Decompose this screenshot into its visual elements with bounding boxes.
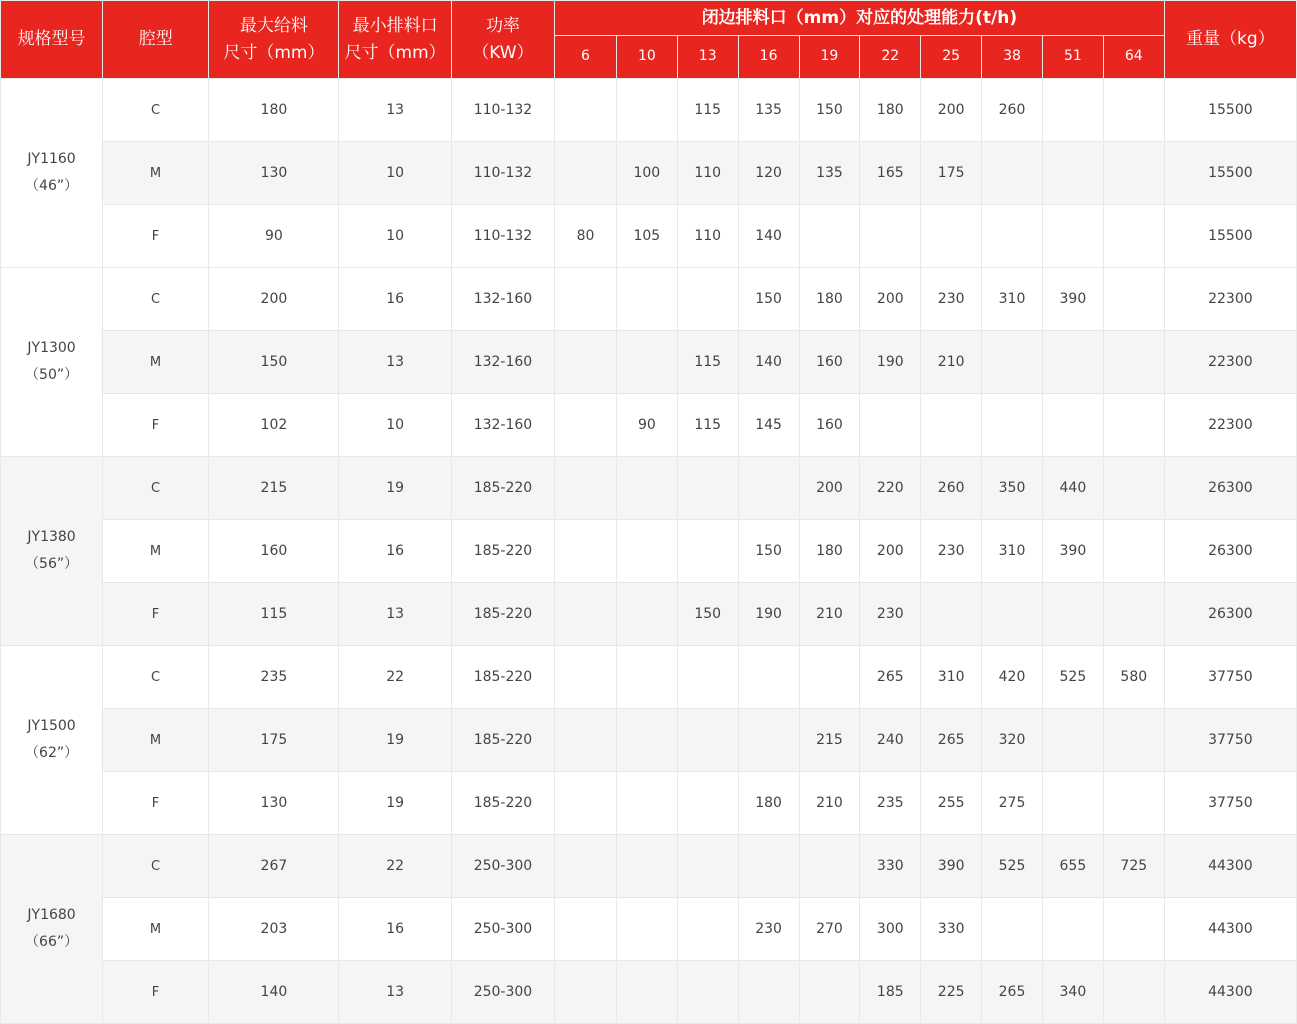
max-feed-cell: 150 — [209, 331, 339, 394]
capacity-cell-16 — [738, 646, 799, 709]
capacity-cell-10: 90 — [616, 394, 677, 457]
capacity-cell-38: 265 — [982, 961, 1043, 1024]
capacity-cell-19 — [799, 835, 860, 898]
capacity-cell-51 — [1042, 331, 1103, 394]
capacity-cell-13: 110 — [677, 205, 738, 268]
min-discharge-cell: 10 — [339, 205, 451, 268]
capacity-cell-6 — [555, 79, 617, 142]
capacity-cell-38 — [982, 331, 1043, 394]
capacity-cell-22 — [860, 205, 921, 268]
capacity-cell-64 — [1103, 457, 1164, 520]
capacity-cell-64 — [1103, 142, 1164, 205]
weight-cell: 22300 — [1164, 331, 1296, 394]
capacity-cell-25: 330 — [921, 898, 982, 961]
cavity-cell: F — [103, 772, 209, 835]
max-feed-cell: 215 — [209, 457, 339, 520]
capacity-cell-6 — [555, 268, 617, 331]
capacity-cell-19: 200 — [799, 457, 860, 520]
capacity-cell-16: 120 — [738, 142, 799, 205]
header-capacity-col-6: 6 — [555, 36, 617, 79]
capacity-cell-64 — [1103, 394, 1164, 457]
header-max-feed-line1: 最大给料 — [239, 16, 308, 37]
capacity-cell-16: 135 — [738, 79, 799, 142]
weight-cell: 44300 — [1164, 961, 1296, 1024]
power-cell: 132-160 — [451, 394, 554, 457]
capacity-cell-13 — [677, 457, 738, 520]
header-max-feed-line2: 尺寸（mm） — [223, 42, 325, 63]
capacity-cell-64: 725 — [1103, 835, 1164, 898]
min-discharge-cell: 10 — [339, 394, 451, 457]
capacity-cell-16 — [738, 709, 799, 772]
capacity-cell-25: 175 — [921, 142, 982, 205]
capacity-cell-16 — [738, 961, 799, 1024]
capacity-cell-6 — [555, 709, 617, 772]
capacity-cell-64 — [1103, 520, 1164, 583]
capacity-cell-16: 190 — [738, 583, 799, 646]
table-row — [1, 394, 1297, 457]
capacity-cell-10 — [616, 961, 677, 1024]
power-cell: 185-220 — [451, 520, 554, 583]
header-power-line2: （KW） — [472, 42, 534, 63]
capacity-cell-13 — [677, 772, 738, 835]
capacity-cell-10 — [616, 79, 677, 142]
capacity-cell-25: 210 — [921, 331, 982, 394]
min-discharge-cell: 19 — [339, 457, 451, 520]
capacity-cell-22: 190 — [860, 331, 921, 394]
capacity-cell-13 — [677, 709, 738, 772]
capacity-cell-13 — [677, 835, 738, 898]
capacity-cell-13: 150 — [677, 583, 738, 646]
table-row — [1, 772, 1297, 835]
header-model: 规格型号 — [1, 1, 103, 79]
cavity-cell: C — [103, 79, 209, 142]
capacity-cell-38: 260 — [982, 79, 1043, 142]
capacity-cell-13 — [677, 961, 738, 1024]
capacity-cell-64 — [1103, 583, 1164, 646]
max-feed-cell: 267 — [209, 835, 339, 898]
capacity-cell-64 — [1103, 79, 1164, 142]
power-cell: 110-132 — [451, 205, 554, 268]
min-discharge-cell: 13 — [339, 583, 451, 646]
capacity-cell-6 — [555, 961, 617, 1024]
capacity-cell-6 — [555, 457, 617, 520]
capacity-cell-25: 230 — [921, 520, 982, 583]
model-cell — [1, 835, 103, 1024]
capacity-cell-25 — [921, 205, 982, 268]
min-discharge-cell: 22 — [339, 835, 451, 898]
capacity-cell-38 — [982, 898, 1043, 961]
max-feed-cell: 115 — [209, 583, 339, 646]
weight-cell: 26300 — [1164, 457, 1296, 520]
capacity-cell-10 — [616, 520, 677, 583]
model-size: （46”） — [25, 178, 79, 195]
capacity-cell-6: 80 — [555, 205, 617, 268]
capacity-cell-22: 185 — [860, 961, 921, 1024]
capacity-cell-38 — [982, 394, 1043, 457]
cavity-cell: F — [103, 583, 209, 646]
capacity-cell-10 — [616, 898, 677, 961]
min-discharge-cell: 16 — [339, 898, 451, 961]
power-cell: 185-220 — [451, 709, 554, 772]
capacity-cell-64 — [1103, 898, 1164, 961]
capacity-cell-13 — [677, 646, 738, 709]
header-capacity-col-64: 64 — [1103, 36, 1164, 79]
capacity-cell-16: 150 — [738, 520, 799, 583]
capacity-cell-16: 180 — [738, 772, 799, 835]
model-cell — [1, 457, 103, 646]
capacity-cell-19: 215 — [799, 709, 860, 772]
capacity-cell-13: 115 — [677, 79, 738, 142]
table-row — [1, 457, 1297, 520]
weight-cell: 26300 — [1164, 520, 1296, 583]
weight-cell: 37750 — [1164, 709, 1296, 772]
cavity-cell: C — [103, 457, 209, 520]
capacity-cell-22: 230 — [860, 583, 921, 646]
capacity-cell-6 — [555, 394, 617, 457]
capacity-cell-38: 310 — [982, 520, 1043, 583]
header-max-feed — [209, 1, 339, 79]
model-name: JY1680 — [27, 907, 76, 924]
capacity-cell-25: 390 — [921, 835, 982, 898]
model-size: （50”） — [25, 367, 79, 384]
capacity-cell-22: 200 — [860, 520, 921, 583]
capacity-cell-10 — [616, 709, 677, 772]
capacity-cell-19: 160 — [799, 394, 860, 457]
capacity-cell-10 — [616, 646, 677, 709]
capacity-cell-64 — [1103, 205, 1164, 268]
table-row — [1, 709, 1297, 772]
power-cell: 132-160 — [451, 268, 554, 331]
capacity-cell-19 — [799, 646, 860, 709]
capacity-cell-51 — [1042, 394, 1103, 457]
capacity-cell-13 — [677, 268, 738, 331]
capacity-cell-10 — [616, 583, 677, 646]
capacity-cell-38: 350 — [982, 457, 1043, 520]
cavity-cell: C — [103, 646, 209, 709]
capacity-cell-6 — [555, 583, 617, 646]
power-cell: 110-132 — [451, 79, 554, 142]
cavity-cell: C — [103, 835, 209, 898]
header-power-line1: 功率 — [485, 16, 520, 37]
capacity-cell-13 — [677, 520, 738, 583]
capacity-cell-64 — [1103, 331, 1164, 394]
power-cell: 185-220 — [451, 583, 554, 646]
capacity-cell-10: 100 — [616, 142, 677, 205]
power-cell: 110-132 — [451, 142, 554, 205]
capacity-cell-19: 210 — [799, 583, 860, 646]
capacity-cell-25: 310 — [921, 646, 982, 709]
weight-cell: 15500 — [1164, 142, 1296, 205]
table-body — [1, 79, 1297, 1024]
power-cell: 250-300 — [451, 961, 554, 1024]
capacity-cell-25: 200 — [921, 79, 982, 142]
capacity-cell-6 — [555, 898, 617, 961]
header-capacity-col-16: 16 — [738, 36, 799, 79]
table-row — [1, 898, 1297, 961]
table-row — [1, 268, 1297, 331]
capacity-cell-19: 180 — [799, 520, 860, 583]
cavity-cell: M — [103, 331, 209, 394]
capacity-cell-38 — [982, 205, 1043, 268]
table-row — [1, 520, 1297, 583]
capacity-cell-22: 165 — [860, 142, 921, 205]
capacity-cell-16: 230 — [738, 898, 799, 961]
header-power — [451, 1, 554, 79]
capacity-cell-22: 240 — [860, 709, 921, 772]
min-discharge-cell: 16 — [339, 268, 451, 331]
max-feed-cell: 203 — [209, 898, 339, 961]
header-capacity-col-38: 38 — [982, 36, 1043, 79]
header-min-discharge — [339, 1, 451, 79]
power-cell: 185-220 — [451, 457, 554, 520]
capacity-cell-6 — [555, 646, 617, 709]
capacity-cell-13 — [677, 898, 738, 961]
min-discharge-cell: 13 — [339, 79, 451, 142]
header-capacity-col-19: 19 — [799, 36, 860, 79]
capacity-cell-38 — [982, 583, 1043, 646]
max-feed-cell: 235 — [209, 646, 339, 709]
capacity-cell-51: 390 — [1042, 520, 1103, 583]
capacity-cell-6 — [555, 772, 617, 835]
cavity-cell: M — [103, 898, 209, 961]
cavity-cell: F — [103, 394, 209, 457]
capacity-cell-16 — [738, 457, 799, 520]
header-weight: 重量（kg） — [1164, 1, 1296, 79]
weight-cell: 15500 — [1164, 205, 1296, 268]
model-name: JY1160 — [27, 151, 76, 168]
header-cavity: 腔型 — [103, 1, 209, 79]
capacity-cell-16: 140 — [738, 205, 799, 268]
table-row — [1, 79, 1297, 142]
capacity-cell-22: 200 — [860, 268, 921, 331]
capacity-cell-13: 115 — [677, 331, 738, 394]
header-min-discharge-line1: 最小排料口 — [352, 16, 438, 37]
capacity-cell-51: 655 — [1042, 835, 1103, 898]
capacity-cell-10 — [616, 835, 677, 898]
min-discharge-cell: 22 — [339, 646, 451, 709]
power-cell: 185-220 — [451, 772, 554, 835]
min-discharge-cell: 13 — [339, 331, 451, 394]
capacity-cell-51 — [1042, 583, 1103, 646]
table-row — [1, 583, 1297, 646]
cavity-cell: M — [103, 709, 209, 772]
capacity-cell-16 — [738, 835, 799, 898]
capacity-cell-22: 235 — [860, 772, 921, 835]
weight-cell: 37750 — [1164, 646, 1296, 709]
weight-cell: 22300 — [1164, 268, 1296, 331]
capacity-cell-25: 230 — [921, 268, 982, 331]
capacity-cell-19 — [799, 205, 860, 268]
capacity-cell-64 — [1103, 709, 1164, 772]
capacity-cell-10 — [616, 331, 677, 394]
table-row — [1, 331, 1297, 394]
capacity-cell-16: 145 — [738, 394, 799, 457]
weight-cell: 44300 — [1164, 835, 1296, 898]
weight-cell: 22300 — [1164, 394, 1296, 457]
table-row — [1, 835, 1297, 898]
min-discharge-cell: 19 — [339, 709, 451, 772]
capacity-cell-25: 265 — [921, 709, 982, 772]
cavity-cell: C — [103, 268, 209, 331]
header-capacity-col-51: 51 — [1042, 36, 1103, 79]
model-size: （62”） — [25, 745, 79, 762]
capacity-cell-10 — [616, 457, 677, 520]
header-capacity-col-22: 22 — [860, 36, 921, 79]
model-size: （66”） — [25, 934, 79, 951]
min-discharge-cell: 10 — [339, 142, 451, 205]
capacity-cell-19: 210 — [799, 772, 860, 835]
capacity-cell-51 — [1042, 709, 1103, 772]
weight-cell: 44300 — [1164, 898, 1296, 961]
header-capacity-col-10: 10 — [616, 36, 677, 79]
capacity-cell-64 — [1103, 268, 1164, 331]
power-cell: 132-160 — [451, 331, 554, 394]
model-name: JY1300 — [27, 340, 76, 357]
capacity-cell-38 — [982, 142, 1043, 205]
capacity-cell-19: 270 — [799, 898, 860, 961]
weight-cell: 15500 — [1164, 79, 1296, 142]
capacity-cell-22: 180 — [860, 79, 921, 142]
capacity-cell-19: 160 — [799, 331, 860, 394]
capacity-cell-10 — [616, 268, 677, 331]
max-feed-cell: 160 — [209, 520, 339, 583]
max-feed-cell: 102 — [209, 394, 339, 457]
capacity-cell-38: 525 — [982, 835, 1043, 898]
capacity-cell-16: 140 — [738, 331, 799, 394]
min-discharge-cell: 19 — [339, 772, 451, 835]
model-cell — [1, 79, 103, 268]
cavity-cell: F — [103, 961, 209, 1024]
capacity-cell-38: 420 — [982, 646, 1043, 709]
capacity-cell-38: 320 — [982, 709, 1043, 772]
capacity-cell-25 — [921, 394, 982, 457]
max-feed-cell: 130 — [209, 142, 339, 205]
table-header — [1, 1, 1297, 79]
max-feed-cell: 130 — [209, 772, 339, 835]
table-row — [1, 646, 1297, 709]
capacity-cell-16: 150 — [738, 268, 799, 331]
header-capacity-col-13: 13 — [677, 36, 738, 79]
capacity-cell-51 — [1042, 79, 1103, 142]
header-row-main — [1, 1, 1297, 36]
model-cell — [1, 646, 103, 835]
capacity-cell-22: 300 — [860, 898, 921, 961]
capacity-cell-6 — [555, 835, 617, 898]
capacity-cell-51 — [1042, 898, 1103, 961]
capacity-cell-64 — [1103, 961, 1164, 1024]
capacity-cell-13: 115 — [677, 394, 738, 457]
min-discharge-cell: 16 — [339, 520, 451, 583]
max-feed-cell: 90 — [209, 205, 339, 268]
capacity-cell-25: 260 — [921, 457, 982, 520]
capacity-cell-51 — [1042, 205, 1103, 268]
model-name: JY1380 — [27, 529, 76, 546]
capacity-cell-38: 275 — [982, 772, 1043, 835]
cavity-cell: M — [103, 520, 209, 583]
capacity-cell-51: 340 — [1042, 961, 1103, 1024]
cavity-cell: F — [103, 205, 209, 268]
table-row — [1, 142, 1297, 205]
table-row — [1, 961, 1297, 1024]
max-feed-cell: 140 — [209, 961, 339, 1024]
capacity-cell-25: 255 — [921, 772, 982, 835]
capacity-cell-51: 440 — [1042, 457, 1103, 520]
table-row — [1, 205, 1297, 268]
model-name: JY1500 — [27, 718, 76, 735]
capacity-cell-51: 390 — [1042, 268, 1103, 331]
capacity-cell-64 — [1103, 772, 1164, 835]
capacity-cell-19: 150 — [799, 79, 860, 142]
capacity-cell-22: 330 — [860, 835, 921, 898]
capacity-cell-22: 220 — [860, 457, 921, 520]
header-capacity-col-25: 25 — [921, 36, 982, 79]
weight-cell: 26300 — [1164, 583, 1296, 646]
power-cell: 250-300 — [451, 835, 554, 898]
capacity-cell-13: 110 — [677, 142, 738, 205]
max-feed-cell: 175 — [209, 709, 339, 772]
model-cell — [1, 268, 103, 457]
header-min-discharge-line2: 尺寸（mm） — [344, 42, 446, 63]
capacity-cell-19: 135 — [799, 142, 860, 205]
capacity-cell-64: 580 — [1103, 646, 1164, 709]
max-feed-cell: 200 — [209, 268, 339, 331]
cavity-cell: M — [103, 142, 209, 205]
capacity-cell-6 — [555, 142, 617, 205]
capacity-cell-25 — [921, 583, 982, 646]
capacity-cell-19 — [799, 961, 860, 1024]
capacity-cell-38: 310 — [982, 268, 1043, 331]
capacity-cell-22 — [860, 394, 921, 457]
header-capacity-group: 闭边排料口（mm）对应的处理能力(t/h) — [555, 1, 1165, 36]
capacity-cell-51 — [1042, 142, 1103, 205]
capacity-cell-6 — [555, 331, 617, 394]
capacity-cell-25: 225 — [921, 961, 982, 1024]
capacity-cell-19: 180 — [799, 268, 860, 331]
power-cell: 185-220 — [451, 646, 554, 709]
power-cell: 250-300 — [451, 898, 554, 961]
model-size: （56”） — [25, 556, 79, 573]
weight-cell: 37750 — [1164, 772, 1296, 835]
max-feed-cell: 180 — [209, 79, 339, 142]
capacity-cell-6 — [555, 520, 617, 583]
min-discharge-cell: 13 — [339, 961, 451, 1024]
capacity-cell-51 — [1042, 772, 1103, 835]
capacity-cell-51: 525 — [1042, 646, 1103, 709]
capacity-cell-10 — [616, 772, 677, 835]
capacity-cell-22: 265 — [860, 646, 921, 709]
capacity-cell-10: 105 — [616, 205, 677, 268]
